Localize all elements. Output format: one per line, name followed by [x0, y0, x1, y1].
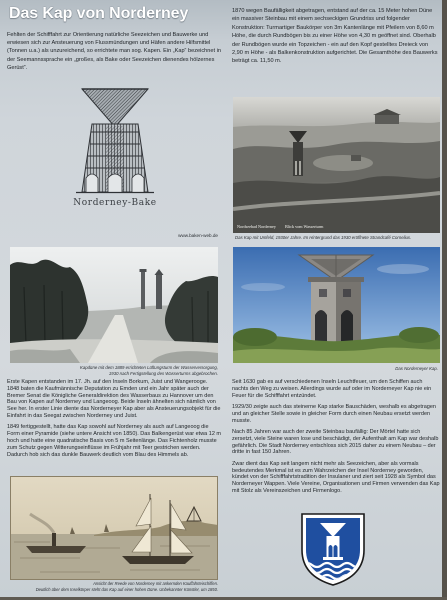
norderney-coat-of-arms-icon	[298, 510, 368, 588]
bake-image-credit: www.baken-web.de	[178, 233, 218, 238]
kap-photo	[233, 247, 440, 363]
kap-1930s-photo	[233, 97, 440, 233]
kap-stone-tower	[308, 277, 364, 351]
photo-overlay-viewpoint: Blick vom Wasserturm	[285, 224, 324, 229]
page-title: Das Kap von Norderney	[9, 5, 189, 22]
kapduene-photo-caption	[10, 365, 218, 377]
right-history-text	[232, 379, 440, 495]
caption-line: Deutlich über dem Inselkörper steht das Kap auf einer hohen Düne. Unbekannter Künstler, um 1850.	[35, 586, 218, 592]
caption-line: Kapdüne mit dem 1889 errichteten Lüftungsturm der Wasserversorgung,	[80, 365, 218, 370]
kap-1930s-photo-caption: Das Kap mit Umfeld, 1930er Jahre. Im Hintergrund das 1930 eröffnete Strandcafé Cornelius.	[235, 235, 412, 240]
caption-line: 1930 nach Fertigstellung des Wasserturms abgebrochen.	[108, 370, 218, 376]
paragraph-1929-rebuild: 1929/30 zeigte auch das steinerne Kap starke Bauschäden, weshalb es abgetragen und an gleicher Stelle sowie in gleicher Form durch einen Neubau ersetzt werden musste.	[232, 403, 436, 424]
caption-line: Ansicht der Reede von Norderney mit ankernden Kauffahrteischiffen.	[93, 581, 218, 586]
left-history-text	[7, 379, 221, 458]
bake-topmark-triangle	[82, 89, 148, 127]
photo-overlay-place: Nordseebad Norderney	[237, 224, 276, 229]
reede-painting-caption	[10, 581, 218, 592]
right-intro-text: 1870 wegen Baufälligkeit abgetragen, entstand auf der ca. 15 Meter hohen Düne ein massiver Steinbau mit einem sechseckigen Grundriss und folgender Konstruktion: Turmartiger Baukörper von 3m Kantenlänge mit Pfeilern von 8,60 m Höhe, die durch Rundbögen bis zu einer Höhe von 4,30 m geöffnet sind. Oberhalb der Rundbögen wurde ein Topzeichen - ein auf den Kopf gestelltes Dreieck von 2,90 m Höhe - als Balkenkonstruktion aufgerichtet. Die Gesamthöhe des Bauwerks beträgt ca. 11,50 m.	[232, 8, 438, 65]
reede-painting	[10, 476, 218, 580]
kap-photo-caption: Das Norderneyer Kap.	[395, 366, 438, 371]
paragraph-2015-rebuild: Nach 85 Jahren war auch der zweite Steinbau baufällig: Der Mörtel hatte sich zersetzt, viele Steine waren lose und beschädigt, der Aufenthalt am Kap war deshalb gefährlich. Die Stadt Norderney entschloss sich 2015 daher zu einem Neubau – der dritte in fast 150 Jahren.	[232, 428, 439, 456]
bake-tower-frame	[76, 124, 154, 193]
panel-frame-right	[442, 0, 447, 600]
paragraph-1849-pyramid: 1849 fertiggestellt, hatte das Kap sowohl auf Norderney als auch auf Langeoog die Form einer Pyramide (siehe untere Ansicht von 1850). Das Balkengerüst war etwa 12 m hoch und hatte eine quadratische Basis von 5 m Seitenlänge. Das Fichtenholz musste zum Schutz gegen Witterungseinflüsse im Frühjahr mit Teer gestrichen werden. Dadurch hob sich das dunkle Bauwerk deutlich vom Blau des Himmels ab.	[7, 424, 221, 458]
norderney-bake-drawing	[50, 86, 180, 198]
paragraph-first-kapen: Erste Kapen entstanden im 17. Jh. auf den Inseln Borkum, Juist und Wangerooge. 1848 baten die Kaufmännische Deputation zu Emden und ein Jahr später auch der Bremer Senat die Königliche Generaldirektion des Wasserbaus zu Hannover um den Bau von Kapen auf Norderney und Langeoog. Beide Inseln ähnelten sich nämlich von See her. In erster Linie diente das Norderneyer Kap aber als Ansteuerungsobjekt für die Einfahrt in das Seegat zwischen Norderney und Juist.	[7, 379, 221, 419]
kapduene-photo	[10, 247, 218, 363]
paragraph-landmark: Zwar dient das Kap seit langem nicht mehr als Seezeichen, aber als vormals bedeutendes Merkmal ist es zum Wahrzeichen der Insel Norderney geworden, kündet von der Schifffahrtstradition der Insulaner und ziert seit 1928 als Symbol das Norderneyer Wappen. Viele Vereine, Organisationen und Firmen verwenden das Kap mit Stolz als Vereinszeichen und Firmenlogo.	[232, 460, 440, 494]
left-intro-text: Fehlten der Schifffahrt zur Orientierung natürliche Seezeichen und Bauwerke und erwiesen sich zur Ansteuerung von Flussmündungen und Häfen andere Hilfsmittel (Tonnen u.a.) als unzureichend, so errichtete man sog. Kapen. Ein „Kap“ bezeichnet in der Seemannssprache ein „großes, als Bake oder Seezeichen dienendes hölzernes Gerüst“.	[7, 32, 221, 71]
paragraph-lighthouses: Seit 1630 gab es auf verschiedenen Inseln Leuchtfeuer, um den Schiffen auch nachts den Weg zu weisen. Allerdings wurde auf oder im Norderneyer Kap nie ein Feuer für die Schifffahrt entzündet.	[232, 379, 432, 399]
bake-label: Norderney-Bake	[73, 198, 157, 208]
